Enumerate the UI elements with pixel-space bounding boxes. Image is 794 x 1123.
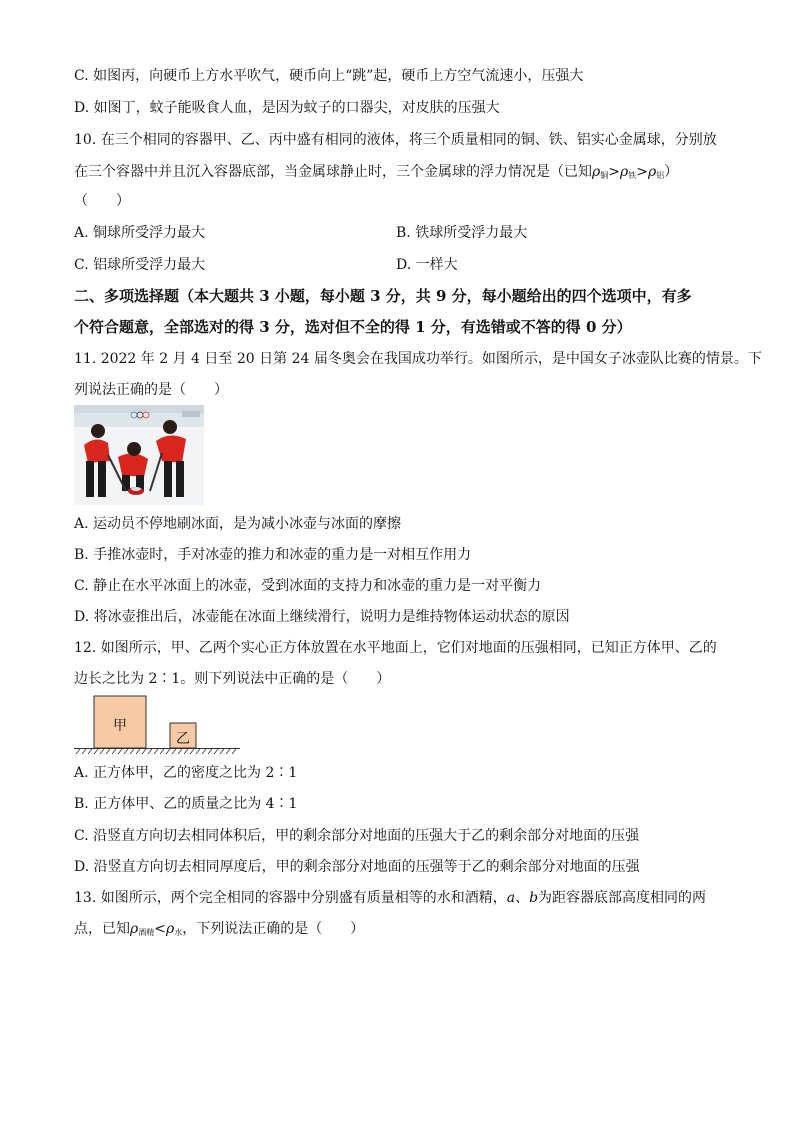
cubes-figure xyxy=(74,694,244,758)
q11-option-b: B. 手推冰壶时，手对冰壶的推力和冰壶的重力是一对相互作用力 xyxy=(74,547,472,563)
q10-option-b: B. 铁球所受浮力最大 xyxy=(396,225,528,241)
q11-option-a: A. 运动员不停地刷冰面，是为减小冰壶与冰面的摩擦 xyxy=(74,516,402,532)
curling-photo xyxy=(74,405,204,505)
q10-stem-line2: 在三个容器中并且沉入容器底部，当金属球静止时，三个金属球的浮力情况是（已知$\rho_铜>\rho_铁>\rho_铝$） xyxy=(74,164,679,180)
q11-option-c: C. 静止在水平冰面上的冰壶，受到冰面的支持力和冰壶的重力是一对平衡力 xyxy=(74,578,542,594)
q9-option-c: C. 如图丙，向硬币上方水平吹气，硬币向上“跳”起，硬币上方空气流速小，压强大 xyxy=(74,68,584,84)
cube-jia-label: 甲 xyxy=(113,718,127,734)
q12-option-b: B. 正方体甲、乙的质量之比为 4∶1 xyxy=(74,796,298,812)
q10-option-c: C. 铝球所受浮力最大 xyxy=(74,257,206,273)
q12-option-d: D. 沿竖直方向切去相同厚度后，甲的剩余部分对地面的压强等于乙的剩余部分对地面的压强 xyxy=(74,859,640,875)
q13-stem-line1: 13. 如图所示，两个完全相同的容器中分别盛有质量相等的水和酒精，a、b为距容器底部高度相同的两 xyxy=(74,890,707,906)
q10-option-d: D. 一样大 xyxy=(396,257,458,273)
section2-heading-line1: 二、多项选择题（本大题共 3 小题，每小题 3 分，共 9 分，每小题给出的四个选项中，有多 xyxy=(74,287,692,305)
q11-option-d: D. 将冰壶推出后，冰壶能在冰面上继续滑行，说明力是维持物体运动状态的原因 xyxy=(74,609,570,625)
q12-option-c: C. 沿竖直方向切去相同体积后，甲的剩余部分对地面的压强大于乙的剩余部分对地面的压强 xyxy=(74,828,640,844)
section2-heading-line2: 个符合题意，全部选对的得 3 分，选对但不全的得 1 分，有选错或不答的得 0 分） xyxy=(74,318,632,336)
q10-answer-paren: （ ） xyxy=(74,193,130,209)
q10-stem-line1: 10. 在三个相同的容器甲、乙、丙中盛有相同的液体，将三个质量相同的铜、铁、铝实心金属球，分别放 xyxy=(74,132,717,148)
q11-stem-line2: 列说法正确的是（ ） xyxy=(74,382,228,398)
q10-option-a: A. 铜球所受浮力最大 xyxy=(74,225,206,241)
q12-option-a: A. 正方体甲，乙的密度之比为 2∶1 xyxy=(74,765,298,781)
q9-option-d: D. 如图丁，蚊子能吸食人血，是因为蚊子的口器尖，对皮肤的压强大 xyxy=(74,100,500,116)
q10-stem-text: 在三个容器中并且沉入容器底部，当金属球静止时，三个金属球的浮力情况是（已知 xyxy=(74,164,592,180)
q12-stem-line2: 边长之比为 2∶1。则下列说法中正确的是（ ） xyxy=(74,671,391,687)
q12-stem-line1: 12. 如图所示，甲、乙两个实心正方体放置在水平地面上，它们对地面的压强相同，已知正方体甲、乙的 xyxy=(74,640,717,656)
q11-stem-line1: 11. 2022 年 2 月 4 日至 20 日第 24 届冬奥会在我国成功举行。如图所示，是中国女子冰壶队比赛的情景。下 xyxy=(74,351,762,367)
q13-stem-line2: 点，已知$\rho_{酒精}<\rho_水$，下列说法正确的是（ ） xyxy=(74,921,365,937)
cube-yi-label: 乙 xyxy=(176,731,190,747)
